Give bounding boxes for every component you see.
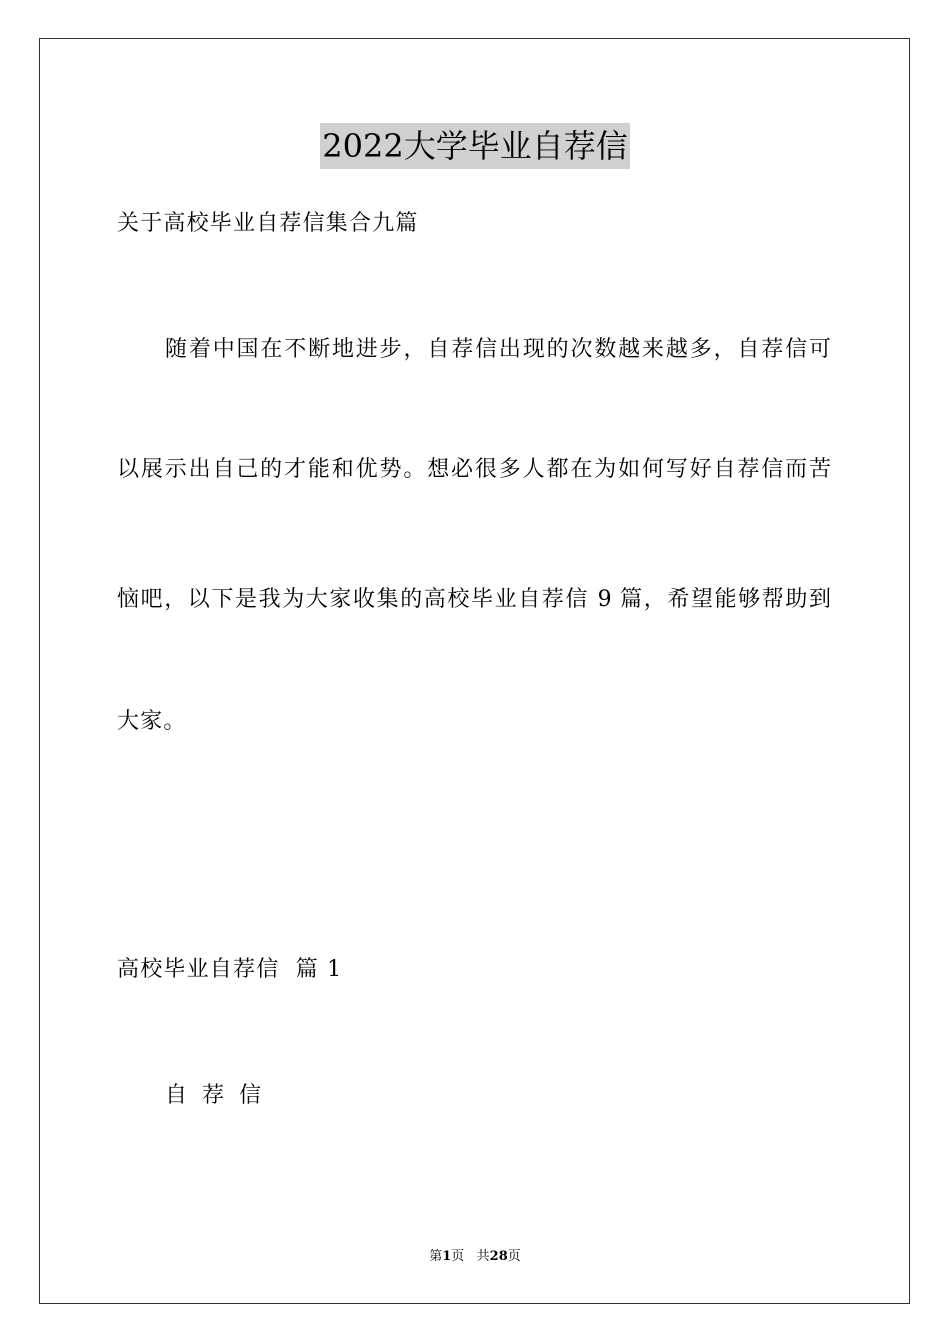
page-footer [0, 1248, 950, 1266]
footer-page-suffix: 页 [507, 1249, 521, 1264]
section-heading: 高校毕业自荐信 篇 1 [117, 957, 343, 982]
document-subtitle: 关于高校毕业自荐信集合九篇 [117, 211, 419, 236]
intro-paragraph-line-4: 大家。 [117, 709, 187, 734]
intro-paragraph-line-2: 以展示出自己的才能和优势。想必很多人都在为如何写好自荐信而苦 [117, 457, 831, 482]
document-title: 2022大学毕业自荐信 [320, 123, 629, 169]
intro-paragraph-line-3: 恼吧，以下是我为大家收集的高校毕业自荐信 9 篇，希望能够帮助到 [117, 587, 831, 612]
footer-page-number: 1 [442, 1249, 452, 1264]
footer-total-pages: 28 [489, 1249, 508, 1264]
letter-heading: 自荐信 [165, 1083, 277, 1108]
footer-page-prefix: 第 [429, 1249, 443, 1264]
intro-paragraph-line-1: 随着中国在不断地进步，自荐信出现的次数越来越多，自荐信可 [165, 337, 831, 362]
title-container [0, 123, 950, 169]
footer-page-mid: 页 共 [451, 1249, 490, 1264]
